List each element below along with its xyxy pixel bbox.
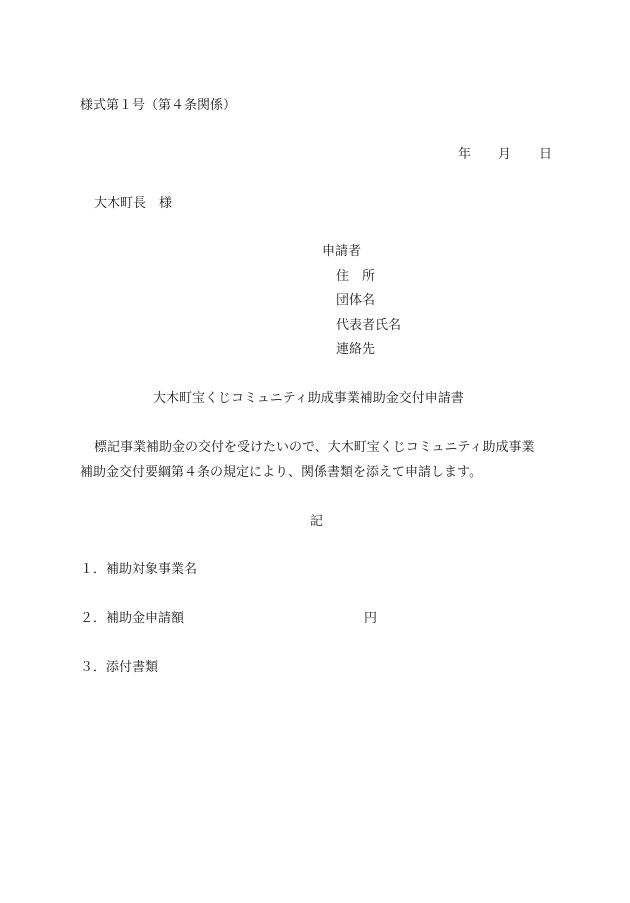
body-text-line-2: 補助金交付要綱第４条の規定により、関係書類を添えて申請します。 [80,465,482,480]
item-project-name: １．補助対象事業名 [80,562,198,577]
applicant-field-organization: 団体名 [336,293,376,308]
applicant-heading: 申請者 [322,244,362,259]
applicant-field-representative: 代表者氏名 [336,318,402,333]
addressee: 大木町長 様 [94,196,173,211]
date-year-label: 年 [458,147,472,162]
date-day-label: 日 [539,147,553,162]
item-requested-amount-unit: 円 [364,611,378,626]
applicant-field-address: 住 所 [336,269,376,284]
date-month-label: 月 [498,147,512,162]
applicant-field-contact: 連絡先 [336,342,376,357]
body-text-line-1: 標記事業補助金の交付を受けたいので、大木町宝くじコミュニティ助成事業 [94,440,535,455]
form-number: 様式第１号（第４条関係） [80,98,237,113]
item-attached-documents: ３．添付書類 [80,660,159,675]
item-requested-amount: ２．補助金申請額 [80,611,185,626]
document-title: 大木町宝くじコミュニティ助成事業補助金交付申請書 [153,391,464,406]
ki-heading: 記 [310,514,324,529]
